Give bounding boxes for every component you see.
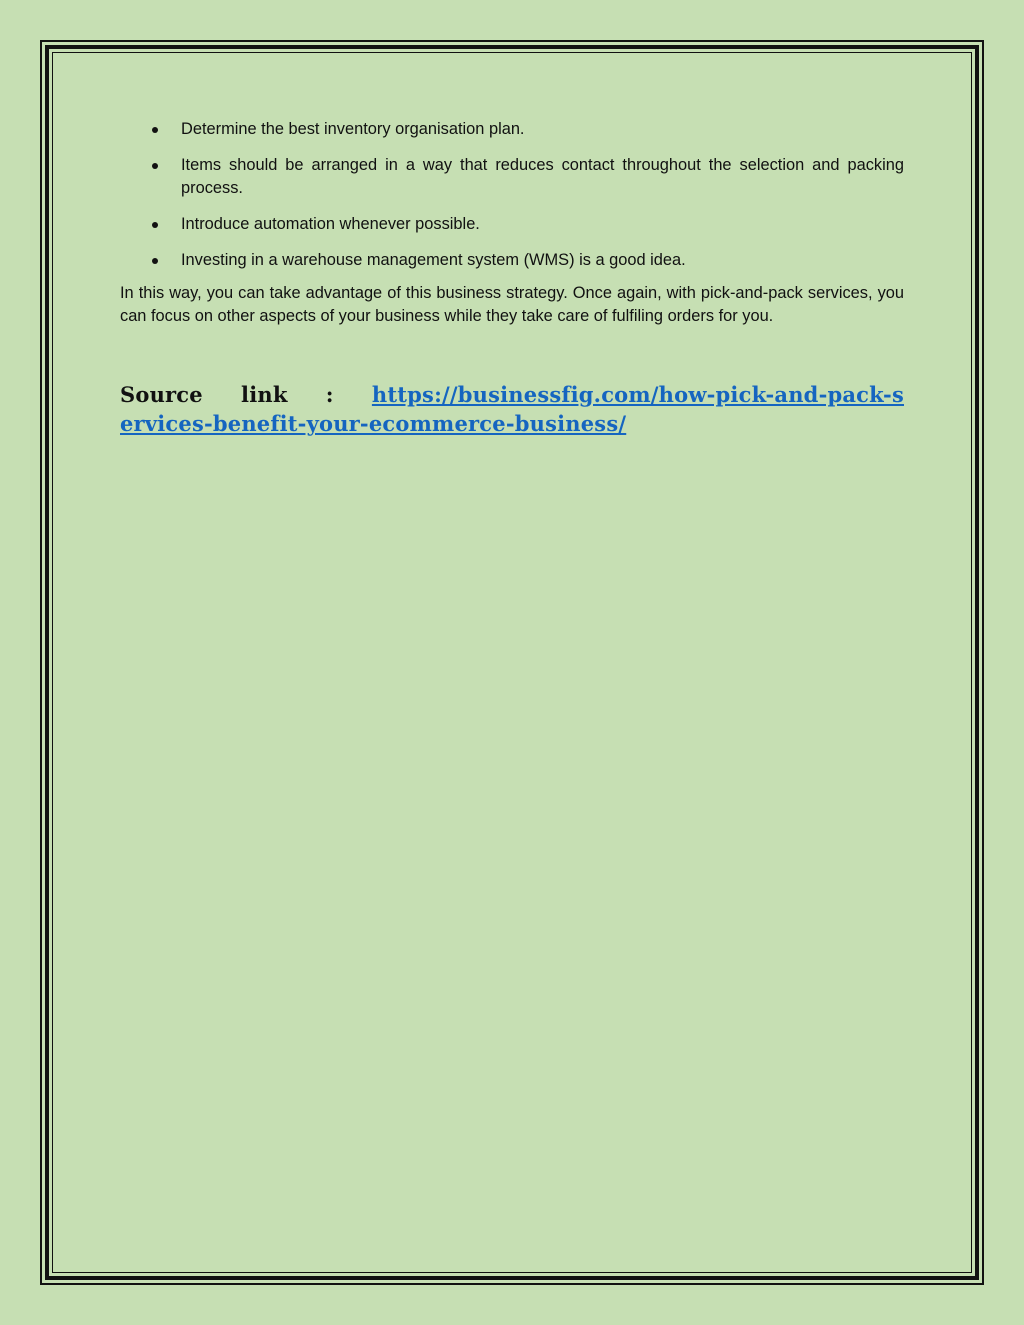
list-item: [120, 118, 904, 141]
bullet-icon: [152, 127, 158, 133]
source-line: [120, 380, 904, 438]
source-label: Source link :: [120, 382, 372, 407]
body-paragraph: In this way, you can take advantage of this business strategy. Once again, with pick-and-pack services, you can focus on other aspects of your business while they take care of fulfiling orders for you.: [120, 284, 904, 325]
source-link[interactable]: https://businessfig.com/how-pick-and-pack-services-benefit-your-ecommerce-business/: [120, 382, 904, 436]
list-item-text: Investing in a warehouse management system (WMS) is a good idea.: [181, 251, 686, 269]
list-item: [120, 154, 904, 200]
bullet-icon: [152, 222, 158, 228]
bullet-icon: [152, 258, 158, 264]
list-item-text: Introduce automation whenever possible.: [181, 215, 480, 233]
page-content: [120, 118, 904, 438]
bullet-list: [120, 118, 904, 272]
list-item: [120, 213, 904, 236]
list-item-text: Determine the best inventory organisation plan.: [181, 120, 525, 138]
list-item-text: Items should be arranged in a way that reduces contact throughout the selection and packing process.: [181, 156, 904, 197]
bullet-icon: [152, 163, 158, 169]
list-item: [120, 249, 904, 272]
